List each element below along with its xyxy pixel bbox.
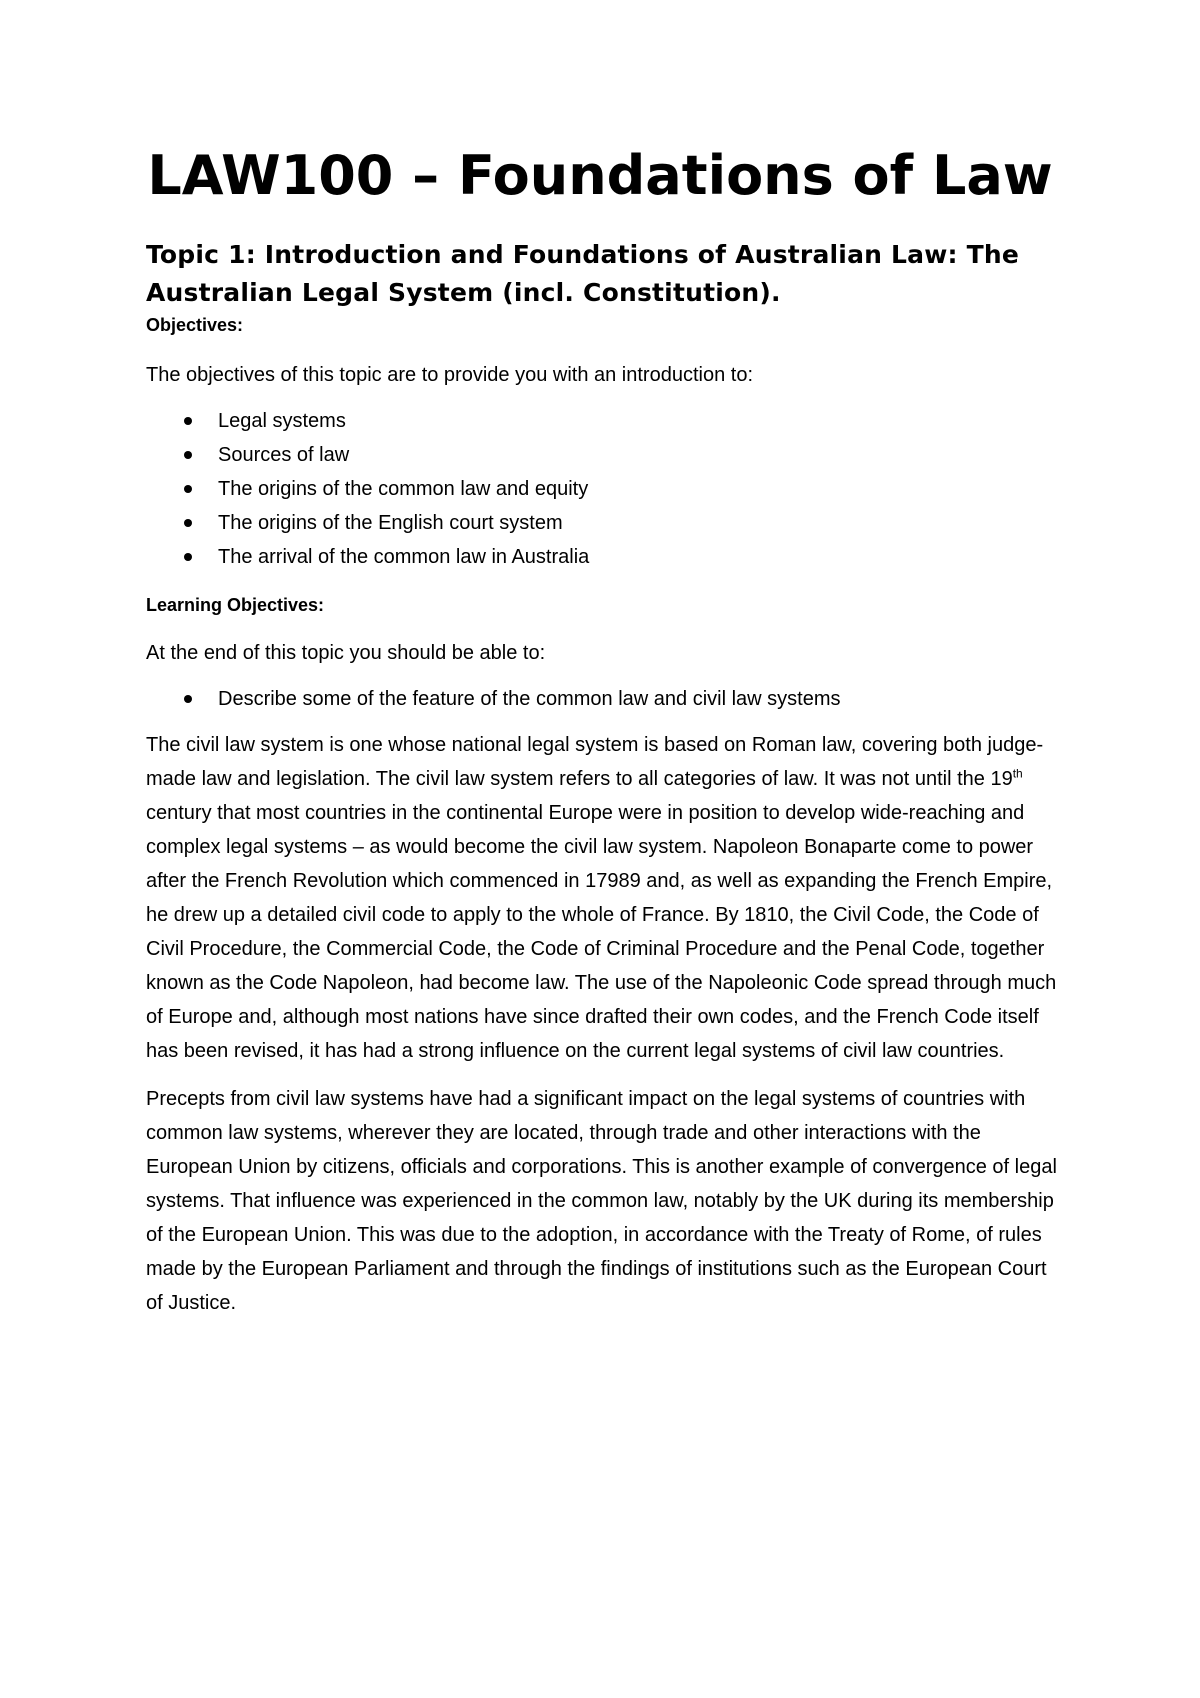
list-item-text: Describe some of the feature of the common law and civil law systems bbox=[218, 688, 841, 710]
paragraph-civil-law-influence: Precepts from civil law systems have had a significant impact on the legal systems of countries with common law systems, wherever they are located, through trade and other interactions with the European Union by citizens, officials and corporations. This is another example of convergence of legal systems. That influence was experienced in the common law, notably by the UK during its membership of the European Union. This was due to the adoption, in accordance with the Treaty of Rome, of rules made by the European Parliament and through the findings of institutions such as the European Court of Justice. bbox=[146, 1088, 1057, 1314]
objectives-label: Objectives: bbox=[146, 315, 244, 335]
paragraph-text: The civil law system is one whose national legal system is based on Roman law, covering both judge-made law and legislation. The civil law system refers to all categories of law. It was not until the 19 bbox=[146, 734, 1044, 790]
list-item-text: Legal systems bbox=[218, 410, 346, 432]
paragraph-text-continued: century that most countries in the continental Europe were in position to develop wide-reaching and complex legal systems – as would become the civil law system. Napoleon Bonaparte come to power after the French Revolution which commenced in 17989 and, as well as expanding the French Empire, he drew up a detailed civil code to apply to the whole of France. By 1810, the Civil Code, the Code of Civil Procedure, the Commercial Code, the Code of Criminal Procedure and the Penal Code, together known as the Code Napoleon, had become law. The use of the Napoleonic Code spread through much of Europe and, although most nations have since drafted their own codes, and the French Code itself has been revised, it has had a strong influence on the current legal systems of civil law countries. bbox=[146, 802, 1057, 1062]
list-item bbox=[218, 472, 1066, 506]
list-item-text: Sources of law bbox=[218, 444, 350, 466]
document-content bbox=[146, 142, 1066, 1320]
ordinal-suffix: th bbox=[1012, 766, 1023, 781]
list-item bbox=[218, 404, 1066, 438]
document-title: LAW100 – Foundations of Law bbox=[147, 144, 1053, 207]
bullet-icon bbox=[184, 553, 192, 561]
topic-heading: Topic 1: Introduction and Foundations of Australian Law: The Australian Legal System (incl. Constitution). bbox=[146, 240, 1020, 307]
learning-objectives-list bbox=[146, 682, 1066, 716]
bullet-icon bbox=[184, 695, 192, 703]
objectives-intro: The objectives of this topic are to provide you with an introduction to: bbox=[146, 364, 754, 386]
list-item bbox=[218, 506, 1066, 540]
list-item-text: The arrival of the common law in Australia bbox=[218, 546, 590, 568]
paragraph-civil-law-system bbox=[146, 728, 1066, 1068]
list-item-text: The origins of the English court system bbox=[218, 512, 563, 534]
list-item bbox=[218, 682, 1066, 716]
learning-objectives-label: Learning Objectives: bbox=[146, 595, 325, 615]
objectives-list bbox=[146, 404, 1066, 574]
bullet-icon bbox=[184, 519, 192, 527]
list-item bbox=[218, 540, 1066, 574]
learning-intro: At the end of this topic you should be able to: bbox=[146, 642, 546, 664]
bullet-icon bbox=[184, 485, 192, 493]
list-item-text: The origins of the common law and equity bbox=[218, 478, 589, 500]
bullet-icon bbox=[184, 417, 192, 425]
bullet-icon bbox=[184, 451, 192, 459]
list-item bbox=[218, 438, 1066, 472]
